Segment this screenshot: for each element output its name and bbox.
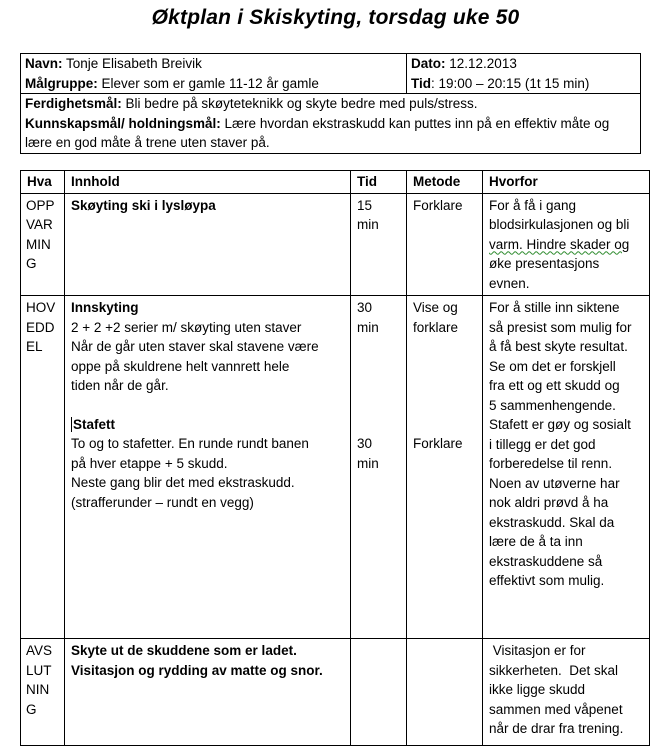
- table-row-oppvarming: [21, 193, 650, 296]
- info-table: [20, 53, 641, 154]
- stafett-title: Stafett: [73, 416, 116, 432]
- target-group-label: Målgruppe:: [25, 75, 98, 91]
- target-group-value: Elever som er gamle 11-12 år gamle: [101, 75, 319, 91]
- skill-goal-value: Bli bedre på skøyteteknikk og skyte bedre med puls/stress.: [125, 96, 478, 111]
- avslutning-metode: [407, 639, 483, 746]
- oppvarming-metode: Forklare: [407, 193, 483, 296]
- name-value: Tonje Elisabeth Breivik: [66, 56, 202, 71]
- hoveddel-hva: HOV EDD EL: [21, 296, 65, 639]
- date-value: 12.12.2013: [449, 56, 517, 71]
- avslutning-hvorfor: Visitasjon er for sikkerheten. Det skal ikke ligge skudd sammen med våpenet når de drar fra trening.: [483, 639, 650, 746]
- knowledge-goal-value: Lære hvordan ekstraskudd kan puttes inn på en effektiv måte og lære en god måte å trene uten staver på.: [25, 115, 610, 150]
- goals-cell: [21, 94, 641, 154]
- avslutning-hva: AVS LUT NIN G: [21, 639, 65, 746]
- plan-table: [20, 170, 650, 746]
- hoveddel-innhold: Innskyting 2 + 2 +2 serier m/ skøyting uten staver Når de går uten staver skal stavene være oppe på skuldrene helt vannrett hele tiden når de går. Stafett To og to stafetter. En runde rundt banen på hver etappe + 5 skudd. Neste gang blir det med ekstraskudd. (strafferunder – rundt en vegg): [65, 296, 351, 639]
- header-tid: Tid: [351, 171, 407, 194]
- text-cursor: [71, 417, 72, 432]
- skill-goal-label: Ferdighetsmål:: [25, 96, 122, 111]
- time-label: Tid: [411, 75, 431, 91]
- knowledge-goal-label: Kunnskapsmål/ holdningsmål:: [25, 115, 221, 131]
- plan-header-row: [21, 171, 650, 194]
- hoveddel-hvorfor: For å stille inn siktene så presist som mulig for å få best skyte resultat. Se om det er forskjell fra ett og ett skudd og 5 sammenhengende. Stafett er gøy og sosialt i tillegg er det god forberedelse til renn. Noen av utøverne har nok aldri prøvd å ha ekstraskudd. Skal da lære de å ta inn ekstraskuddene så effektivt som mulig.: [483, 296, 650, 639]
- oppvarming-hvorfor: For å få i gang blodsirkulasjonen og bli varm. Hindre skader og øke presentasjons evnen.: [483, 193, 650, 296]
- oppvarming-hva: OPP VAR MIN G: [21, 193, 65, 296]
- name-label: Navn:: [25, 56, 63, 71]
- table-row-avslutning: [21, 639, 650, 746]
- hoveddel-tid: 30 min 30 min: [351, 296, 407, 639]
- page-title: Øktplan i Skiskyting, torsdag uke 50: [151, 6, 520, 29]
- time-value: : 19:00 – 20:15 (1t 15 min): [431, 75, 590, 91]
- oppvarming-tid: 15 min: [351, 193, 407, 296]
- innskyting-title: Innskyting: [71, 300, 139, 315]
- header-innhold: Innhold: [65, 171, 351, 194]
- hoveddel-metode: Vise og forklare Forklare: [407, 296, 483, 639]
- avslutning-tid: [351, 639, 407, 746]
- oppvarming-innhold: [65, 193, 351, 296]
- header-hva: Hva: [21, 171, 65, 194]
- name-cell: [21, 54, 407, 94]
- table-row-hoveddel: [21, 296, 650, 639]
- header-hvorfor: Hvorfor: [483, 171, 650, 194]
- date-label: Dato:: [411, 56, 446, 71]
- date-cell: [407, 54, 641, 94]
- header-metode: Metode: [407, 171, 483, 194]
- oppvarming-title: Skøyting ski i lysløypa: [71, 197, 216, 213]
- avslutning-innhold: Skyte ut de skuddene som er ladet. Visitasjon og rydding av matte og snor.: [65, 639, 351, 746]
